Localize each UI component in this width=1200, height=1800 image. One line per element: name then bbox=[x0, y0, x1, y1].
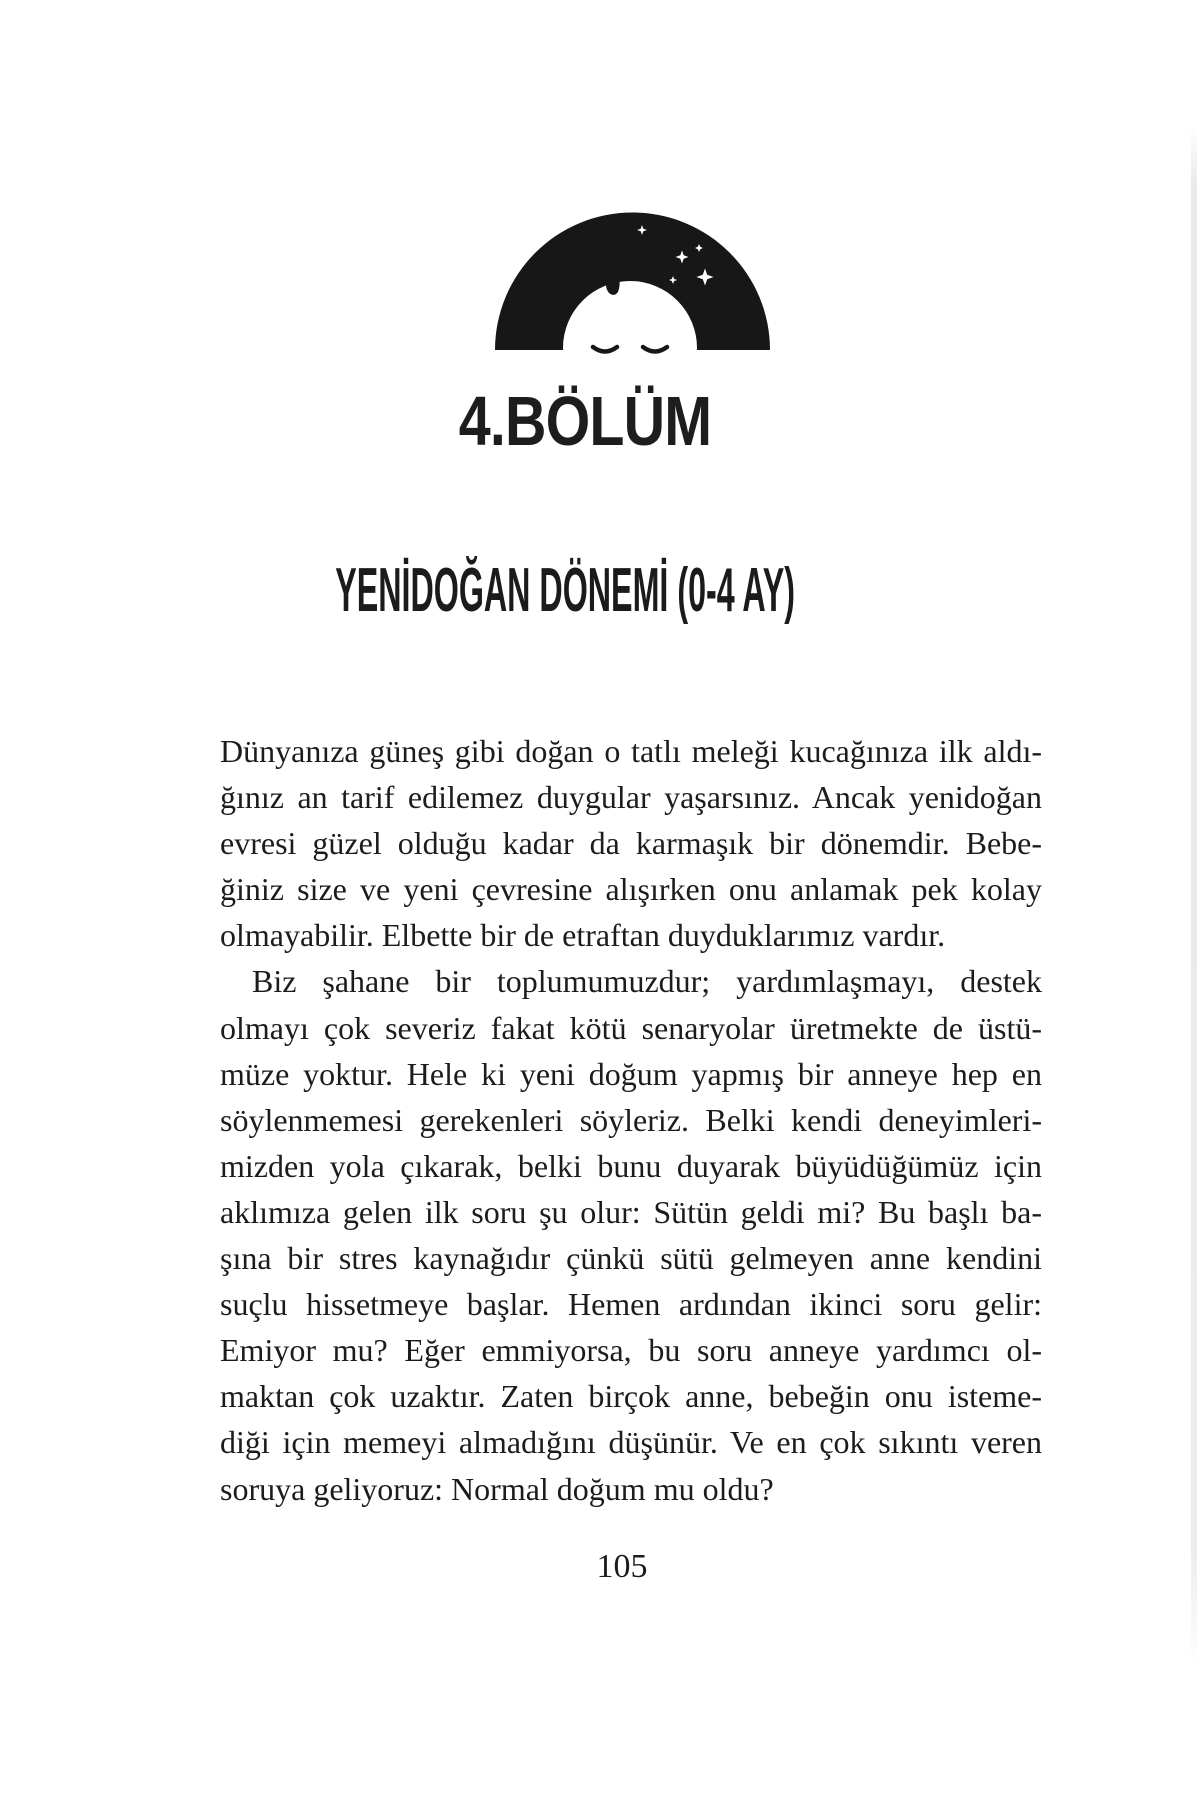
text-line: Emiyor mu? Eğer emmiyorsa, bu soru anneye yardımcı ol- bbox=[220, 1332, 1042, 1369]
text-line: ğiniz size ve yeni çevresine alışırken onu anlamak pek kolay bbox=[220, 871, 1042, 908]
text-line: suçlu hissetmeye başlar. Hemen ardından ikinci soru gelir: bbox=[220, 1286, 1042, 1323]
text-line: şına bir stres kaynağıdır çünkü sütü gelmeyen anne kendini bbox=[220, 1240, 1042, 1277]
text-line: mizden yola çıkarak, belki bunu duyarak büyüdüğümüz için bbox=[220, 1147, 1042, 1184]
body-text bbox=[220, 728, 1042, 1512]
text-line: Dünyanıza güneş gibi doğan o tatlı meleği kucağınıza ilk aldı- bbox=[220, 733, 1042, 769]
text-line: söylenmemesi gerekenleri söyleriz. Belki kendi deneyimleri- bbox=[220, 1101, 1042, 1138]
text-line: müze yoktur. Hele ki yeni doğum yapmış bir anneye hep en bbox=[220, 1055, 1042, 1092]
chapter-title bbox=[0, 382, 1185, 460]
chapter-title-text: 4.BÖLÜM bbox=[458, 382, 712, 460]
text-line: aklımıza gelen ilk soru şu olur: Sütün geldi mi? Bu başlı ba- bbox=[220, 1193, 1042, 1230]
text-line: diği için memeyi almadığını düşünür. Ve en çok sıkıntı veren bbox=[220, 1424, 1042, 1461]
page-number: 105 bbox=[596, 1548, 648, 1585]
text-line: maktan çok uzaktır. Zaten birçok anne, bebeğin onu isteme- bbox=[220, 1378, 1042, 1415]
text-line: soruya geliyoruz: Normal doğum mu oldu? bbox=[220, 1470, 774, 1507]
text-line: olmayabilir. Elbette bir de etraftan duyduklarımız vardır. bbox=[220, 917, 946, 954]
night-dome-icon bbox=[495, 213, 770, 365]
text-line: ğınız an tarif edilemez duygular yaşarsınız. Ancak yenidoğan bbox=[220, 779, 1042, 816]
text-line: olmayı çok severiz fakat kötü senaryolar üretmekte de üstü- bbox=[220, 1009, 1042, 1046]
section-title bbox=[0, 556, 1165, 625]
text-line: Biz şahane bir toplumumuzdur; yardımlaşmayı, destek bbox=[252, 963, 1042, 1000]
text-line: evresi güzel olduğu kadar da karmaşık bir dönemdir. Bebe- bbox=[220, 825, 1042, 862]
sleeping-baby-logo bbox=[495, 212, 770, 364]
section-title-text: YENİDOĞAN DÖNEMİ (0-4 AY) bbox=[335, 556, 795, 625]
page-edge-shadow bbox=[1191, 125, 1197, 1670]
